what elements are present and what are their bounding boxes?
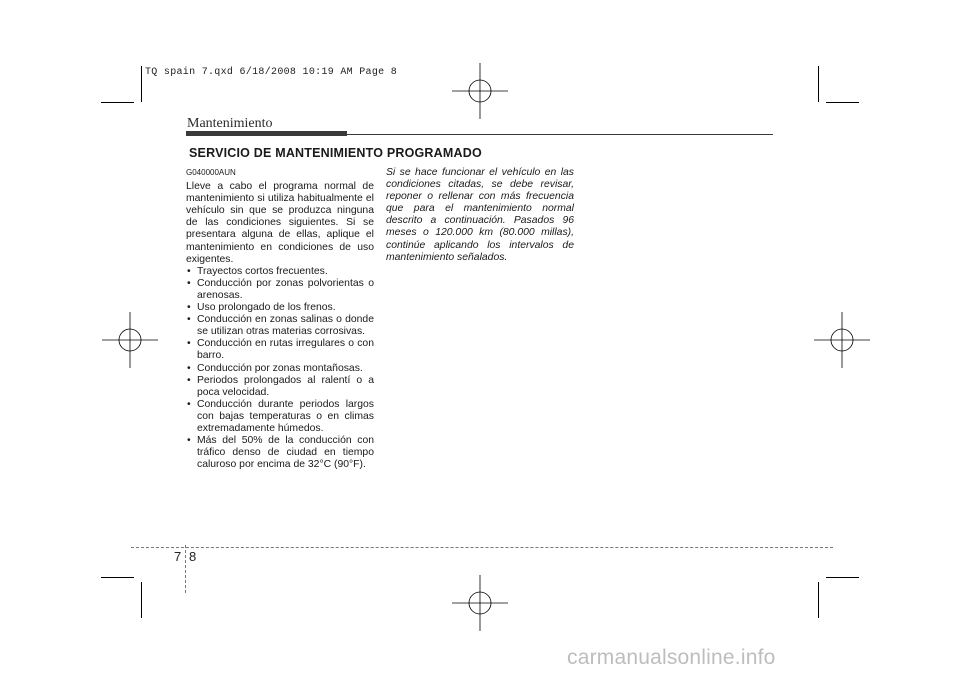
section-title: SERVICIO DE MANTENIMIENTO PROGRAMADO — [189, 146, 482, 160]
registration-mark-left — [102, 312, 158, 368]
list-item: • Conducción durante periodos largos con bajas temperaturas o en climas extremadamente húmedos. — [186, 399, 374, 435]
conditions-list — [186, 266, 374, 472]
list-item: • Uso prolongado de los frenos. — [186, 302, 374, 314]
list-item: • Conducción en rutas irregulares o con barro. — [186, 338, 374, 362]
print-slug: TQ spain 7.qxd 6/18/2008 10:19 AM Page 8 — [145, 67, 398, 78]
registration-mark-top — [452, 63, 508, 119]
list-item: • Conducción en zonas salinas o donde se utilizan otras materias corrosivas. — [186, 314, 374, 338]
watermark: carmanualsonline.info — [567, 646, 776, 669]
list-item: • Conducción por zonas polvorientas o arenosas. — [186, 278, 374, 302]
intro-paragraph: Lleve a cabo el programa normal de mantenimiento si utiliza habitualmente el vehículo sin que se produzca ninguna de las condiciones siguientes. Si se presentara alguna de ellas, aplique el mantenimiento en condiciones de uso exigentes. — [186, 181, 374, 265]
page-number: 8 — [189, 549, 197, 564]
footer-rule — [131, 547, 833, 548]
list-item: • Periodos prolongados al ralentí o a poca velocidad. — [186, 375, 374, 399]
left-column — [186, 167, 374, 471]
list-item: • Más del 50% de la conducción con tráfico denso de ciudad en tiempo caluroso por encima de 32°C (90°F). — [186, 435, 374, 471]
reference-code: G040000AUN — [186, 168, 236, 177]
registration-mark-right — [814, 312, 870, 368]
footer-divider — [185, 545, 186, 593]
header-rule-thin — [347, 134, 773, 135]
header-rule-thick — [186, 131, 347, 136]
list-item: • Conducción por zonas montañosas. — [186, 363, 374, 375]
registration-mark-bottom — [452, 575, 508, 631]
list-item: • Trayectos cortos frecuentes. — [186, 266, 374, 278]
page-chapter-number: 7 — [174, 549, 182, 564]
right-column-note: Si se hace funcionar el vehículo en las condiciones citadas, se debe revisar, reponer o rellenar con más frecuencia que para el mantenimiento normal descrito a continuación. Pasados 96 meses o 120.000 km (80.000 millas), continúe aplicando los intervalos de mantenimiento señalados. — [386, 167, 574, 263]
chapter-header-title: Mantenimiento — [187, 116, 273, 131]
